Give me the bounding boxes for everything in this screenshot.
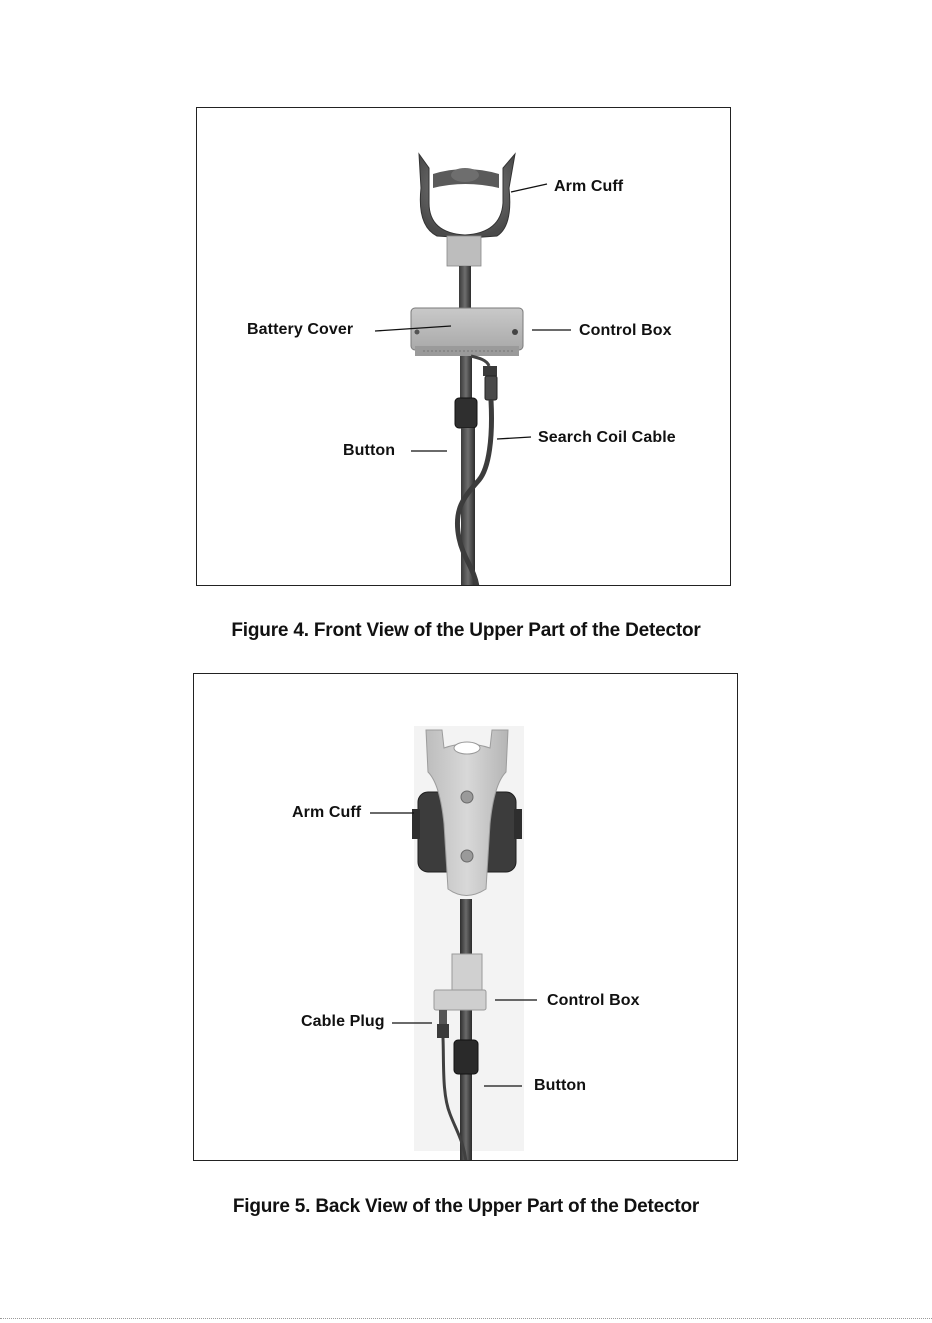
label-arm-cuff-back: Arm Cuff — [292, 804, 362, 821]
detector-front-photo — [197, 108, 731, 586]
figure-5-frame — [193, 673, 738, 1161]
arm-cuff-leader — [511, 184, 547, 192]
arm-cuff-back-part — [412, 730, 522, 896]
label-battery-cover: Battery Cover — [247, 321, 354, 338]
control-box-part — [411, 308, 523, 356]
label-button-back: Button — [534, 1077, 587, 1094]
label-control-box: Control Box — [579, 322, 672, 339]
figure-4-caption: Figure 4. Front View of the Upper Part of the Detector — [231, 620, 701, 641]
detector-back-photo — [194, 674, 738, 1161]
page-bottom-rule — [0, 1318, 932, 1319]
label-cable-plug: Cable Plug — [301, 1013, 385, 1030]
figure-4-frame — [196, 107, 731, 586]
label-control-box-back: Control Box — [547, 992, 640, 1009]
search-coil-cable-leader — [497, 437, 531, 439]
label-arm-cuff: Arm Cuff — [554, 178, 624, 195]
label-search-coil-cable: Search Coil Cable — [538, 429, 676, 446]
figure-5-caption: Figure 5. Back View of the Upper Part of the Detector — [232, 1196, 700, 1217]
label-button: Button — [343, 442, 396, 459]
arm-cuff-part — [419, 154, 515, 266]
